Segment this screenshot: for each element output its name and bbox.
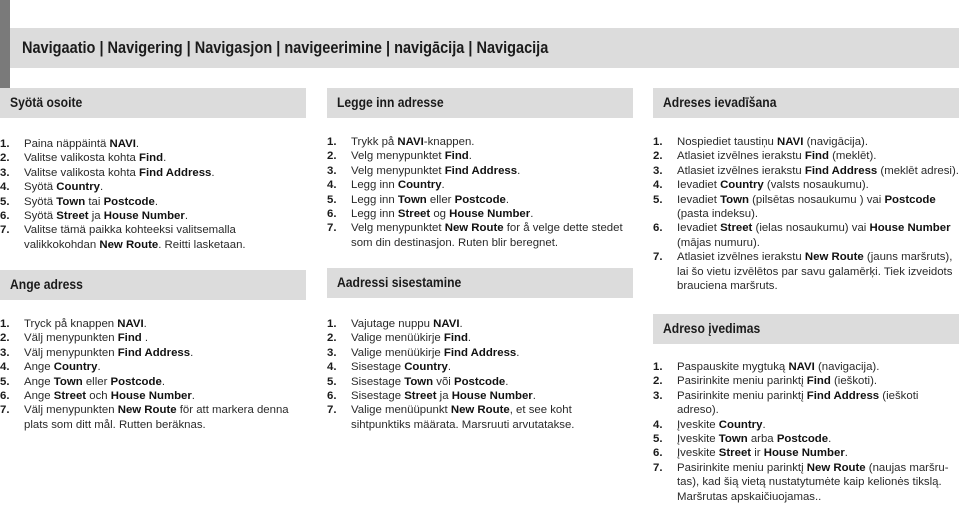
step-item bbox=[327, 360, 623, 374]
step-number: 3. bbox=[653, 164, 663, 177]
step-number: 7. bbox=[0, 224, 10, 237]
section-title-fi: Syötä osoite bbox=[10, 95, 83, 110]
step-keyword: Postcode bbox=[103, 195, 155, 208]
step-text bbox=[677, 194, 936, 220]
step-text-part: . bbox=[184, 210, 188, 223]
step-number: 5. bbox=[653, 193, 663, 206]
step-text bbox=[351, 347, 519, 359]
step-item bbox=[653, 374, 949, 388]
step-number: 5. bbox=[0, 195, 10, 208]
step-text-part: Ange bbox=[24, 390, 54, 403]
step-item bbox=[0, 360, 296, 374]
step-number: 7. bbox=[653, 251, 663, 264]
step-text bbox=[677, 222, 951, 248]
step-text-part: tai bbox=[85, 195, 104, 208]
step-keyword: NAVI bbox=[777, 136, 804, 148]
step-keyword: Country bbox=[718, 418, 763, 431]
step-text bbox=[24, 332, 148, 344]
step-text-part: või bbox=[433, 375, 454, 388]
step-text bbox=[351, 222, 623, 248]
step-text-part: Atlasiet izvēlnes ierakstu bbox=[677, 150, 805, 163]
step-text-part: . bbox=[505, 375, 509, 388]
step-number: 4. bbox=[653, 418, 663, 431]
step-keyword: NAVI bbox=[109, 138, 136, 150]
step-text bbox=[24, 318, 147, 330]
section-title-sv: Ange adress bbox=[10, 277, 83, 292]
step-number: 3. bbox=[0, 346, 10, 359]
step-text-part: Ange bbox=[24, 375, 54, 388]
step-text-part: og bbox=[430, 208, 450, 221]
step-keyword: Street bbox=[720, 222, 753, 235]
step-number: 5. bbox=[653, 433, 663, 446]
step-text bbox=[24, 376, 165, 388]
step-number: 7. bbox=[653, 461, 663, 474]
step-text-part: och bbox=[86, 390, 111, 403]
step-keyword: Find bbox=[139, 152, 164, 165]
step-text-part: (mājas numuru). bbox=[677, 236, 760, 249]
step-text-part: . bbox=[99, 181, 104, 194]
step-text-part: Pasirinkite meniu parinktį bbox=[677, 375, 807, 388]
step-text-part: (valsts nosaukumu). bbox=[763, 179, 869, 192]
step-text bbox=[24, 210, 188, 222]
step-number: 2. bbox=[327, 150, 337, 163]
step-item bbox=[653, 360, 949, 374]
step-keyword: Town bbox=[718, 433, 748, 446]
step-text-part: Trykk på bbox=[351, 136, 398, 148]
steps-list-lv bbox=[653, 135, 959, 293]
step-number: 2. bbox=[0, 152, 10, 165]
steps-list-lt bbox=[653, 360, 949, 504]
step-text-part: . bbox=[467, 332, 472, 345]
step-text-part: . bbox=[762, 418, 766, 431]
step-keyword: House Number bbox=[449, 208, 531, 221]
step-text bbox=[677, 179, 869, 191]
step-keyword: Street bbox=[397, 208, 431, 221]
step-keyword: New Route bbox=[806, 461, 866, 474]
step-text-part: . bbox=[141, 332, 149, 345]
step-text-part: Välj menypunkten bbox=[24, 332, 118, 345]
step-item bbox=[327, 164, 631, 178]
step-text bbox=[24, 390, 195, 402]
step-text bbox=[677, 390, 918, 416]
step-item bbox=[327, 193, 631, 207]
step-text bbox=[351, 150, 472, 162]
step-text-part: Ange bbox=[24, 361, 54, 374]
step-keyword: New Route bbox=[444, 222, 504, 235]
step-text-part: ja bbox=[436, 390, 452, 403]
step-item bbox=[327, 178, 631, 192]
step-text bbox=[677, 165, 959, 177]
step-keyword: Find Address bbox=[139, 166, 212, 179]
step-text bbox=[24, 224, 246, 250]
step-text-part: (ielas nosaukumu) vai bbox=[752, 222, 870, 235]
step-text-part: . bbox=[161, 375, 165, 388]
step-text-part: Valitse valikosta kohta bbox=[24, 152, 140, 165]
step-keyword: New Route bbox=[117, 404, 177, 417]
step-text bbox=[677, 419, 766, 431]
step-text bbox=[677, 150, 876, 162]
step-text bbox=[351, 361, 451, 373]
step-text-part: eller bbox=[426, 193, 455, 206]
step-keyword: NAVI bbox=[397, 136, 424, 148]
step-text-part: Legg inn bbox=[351, 193, 398, 206]
step-text-part: Sisestage bbox=[351, 361, 405, 374]
step-item bbox=[0, 403, 296, 432]
step-item bbox=[0, 317, 296, 331]
step-keyword: Postcode bbox=[110, 375, 162, 388]
step-text-part: Valige menüüpunkt bbox=[351, 404, 451, 417]
step-item bbox=[327, 135, 631, 149]
step-item bbox=[653, 389, 949, 418]
step-keyword: Country bbox=[53, 361, 98, 374]
step-keyword: Find bbox=[806, 375, 831, 388]
step-text bbox=[351, 194, 509, 206]
steps-list-et bbox=[327, 317, 623, 432]
step-keyword: Postcode bbox=[454, 193, 506, 206]
step-text-part: (navigacija). bbox=[814, 361, 880, 373]
step-text-part: . bbox=[447, 361, 452, 374]
step-text-part: (ieškoti adreso). bbox=[677, 389, 919, 417]
step-text bbox=[24, 361, 101, 373]
step-item bbox=[0, 209, 296, 223]
step-text-part: . bbox=[211, 166, 215, 179]
step-text-part: . bbox=[135, 138, 140, 150]
section-header-lv bbox=[653, 88, 959, 118]
step-text-part: . bbox=[532, 390, 536, 403]
step-item bbox=[653, 461, 949, 504]
step-text-part: . bbox=[163, 152, 167, 165]
step-number: 5. bbox=[0, 375, 10, 388]
step-keyword: Find bbox=[443, 332, 468, 345]
step-text-part: Ievadiet bbox=[677, 179, 721, 192]
step-keyword: Street bbox=[404, 390, 437, 403]
step-number: 1. bbox=[653, 136, 663, 148]
step-text-part: . bbox=[191, 390, 195, 403]
step-text bbox=[351, 165, 520, 177]
step-item bbox=[0, 151, 296, 165]
step-number: 3. bbox=[653, 389, 663, 402]
step-text-part: arba bbox=[747, 433, 777, 446]
step-text-part: Sisestage bbox=[351, 390, 405, 403]
step-text-part: (jauns maršruts), lai šo vietu izvēlētos par savu galamērķi. Tiek izveidots brauciena maršruts. bbox=[677, 251, 953, 293]
step-text bbox=[24, 167, 215, 179]
step-keyword: Town bbox=[720, 193, 749, 206]
step-text-part: . bbox=[97, 361, 101, 374]
step-text-part: Įveskite bbox=[677, 433, 719, 446]
step-item bbox=[0, 389, 296, 403]
section-header-lt bbox=[653, 314, 959, 344]
step-text-part: (pilsētas nosaukumu ) vai bbox=[748, 193, 885, 206]
step-text-part: för att markera denna plats som ditt mål. Rutten beräknas. bbox=[24, 404, 289, 431]
step-item bbox=[653, 149, 959, 163]
section-title-lt: Adreso įvedimas bbox=[663, 321, 761, 336]
step-text-part: Sisestage bbox=[351, 375, 405, 388]
step-number: 1. bbox=[0, 138, 10, 150]
step-text bbox=[677, 447, 848, 459]
sidebar-accent-bar bbox=[0, 0, 10, 96]
step-item bbox=[653, 250, 959, 293]
step-item bbox=[327, 207, 631, 221]
section-header-no bbox=[327, 88, 633, 118]
step-text bbox=[24, 138, 139, 150]
step-item bbox=[0, 166, 296, 180]
step-keyword: House Number bbox=[110, 390, 192, 403]
step-number: 4. bbox=[327, 361, 337, 374]
step-number: 5. bbox=[327, 193, 337, 206]
step-keyword: Find bbox=[804, 150, 829, 163]
step-text bbox=[351, 136, 474, 148]
step-keyword: New Route bbox=[804, 251, 864, 264]
step-text bbox=[351, 179, 445, 191]
step-keyword: Town bbox=[56, 195, 86, 208]
step-text-part: Pasirinkite meniu parinktį bbox=[677, 389, 807, 402]
step-keyword: Country bbox=[397, 179, 442, 192]
steps-list-fi bbox=[0, 137, 296, 252]
step-text-part: . bbox=[154, 195, 159, 208]
step-number: 6. bbox=[653, 447, 663, 460]
step-text-part: Syötä bbox=[24, 210, 57, 223]
step-text-part: . bbox=[828, 433, 832, 446]
step-text-part: Paina näppäintä bbox=[24, 138, 110, 150]
step-item bbox=[327, 346, 623, 360]
step-item bbox=[0, 331, 296, 345]
step-text-part: (meklēt). bbox=[828, 150, 877, 163]
step-text bbox=[24, 404, 289, 430]
step-item bbox=[653, 178, 959, 192]
step-text bbox=[677, 433, 831, 445]
step-item bbox=[327, 389, 623, 403]
step-number: 4. bbox=[653, 179, 663, 192]
step-keyword: Street bbox=[718, 447, 752, 460]
step-text-part: . bbox=[844, 447, 848, 460]
section-title-lv: Adreses ievadīšana bbox=[663, 95, 777, 110]
step-text bbox=[24, 347, 193, 359]
step-text-part: Syötä bbox=[24, 181, 57, 194]
step-number: 7. bbox=[0, 404, 10, 417]
step-keyword: Postcode bbox=[884, 193, 936, 206]
step-text-part: ir bbox=[751, 447, 764, 460]
step-text bbox=[677, 361, 879, 373]
step-number: 7. bbox=[327, 222, 337, 235]
step-text-part: Syötä bbox=[24, 195, 57, 208]
steps-list-sv bbox=[0, 317, 296, 432]
step-text-part: , et see koht sihtpunktiks määrata. Marsruuti arvutatakse. bbox=[351, 404, 575, 431]
step-item bbox=[653, 221, 959, 250]
step-text-part: -knappen. bbox=[423, 136, 475, 148]
step-item bbox=[0, 346, 296, 360]
step-text-part: Atlasiet izvēlnes ierakstu bbox=[677, 251, 805, 264]
step-item bbox=[653, 418, 949, 432]
step-number: 1. bbox=[0, 318, 10, 330]
step-number: 6. bbox=[0, 210, 10, 223]
step-keyword: Find bbox=[117, 332, 142, 345]
step-number: 6. bbox=[327, 390, 337, 403]
section-header-et bbox=[327, 268, 633, 298]
step-keyword: New Route bbox=[99, 238, 159, 251]
step-text-part: . bbox=[517, 164, 521, 177]
step-text-part: Valige menüükirje bbox=[351, 332, 444, 345]
step-keyword: Country bbox=[404, 361, 448, 374]
step-text-part: Įveskite bbox=[677, 447, 719, 460]
step-keyword: House Number bbox=[869, 222, 951, 235]
step-text-part: eller bbox=[82, 375, 111, 388]
step-number: 1. bbox=[327, 318, 337, 330]
step-item bbox=[653, 432, 949, 446]
step-text-part: (ieškoti). bbox=[830, 375, 878, 388]
step-keyword: NAVI bbox=[788, 361, 815, 373]
step-keyword: Country bbox=[56, 181, 100, 194]
step-text bbox=[677, 462, 949, 503]
step-keyword: Street bbox=[53, 390, 87, 403]
step-item bbox=[327, 317, 623, 331]
step-text-part: . bbox=[530, 208, 534, 221]
step-item bbox=[327, 221, 631, 250]
step-keyword: House Number bbox=[103, 210, 185, 223]
step-text-part: . Reitti lasketaan. bbox=[158, 238, 246, 251]
step-text bbox=[351, 332, 471, 344]
step-keyword: Find Address bbox=[444, 164, 518, 177]
step-number: 2. bbox=[0, 332, 10, 345]
step-text-part: Velg menypunktet bbox=[351, 164, 445, 177]
step-keyword: New Route bbox=[450, 404, 510, 417]
step-text bbox=[24, 181, 103, 193]
step-text-part: ja bbox=[88, 210, 104, 223]
step-text-part: Pasirinkite meniu parinktį bbox=[677, 461, 807, 474]
step-number: 4. bbox=[0, 181, 10, 194]
step-text bbox=[677, 375, 877, 387]
step-keyword: Find bbox=[444, 150, 469, 163]
step-text-part: for å velge dette stedet som din destinasjon. Ruten blir beregnet. bbox=[351, 222, 623, 249]
step-text bbox=[351, 208, 533, 220]
step-text bbox=[351, 404, 574, 430]
step-keyword: Town bbox=[404, 375, 434, 388]
step-text-part: Valitse tämä paikka kohteeksi valitsemalla valikkokohdan bbox=[24, 224, 236, 251]
step-keyword: Town bbox=[397, 193, 427, 206]
step-item bbox=[0, 180, 296, 194]
section-header-sv bbox=[0, 270, 306, 300]
step-item bbox=[653, 193, 959, 222]
step-text-part: Velg menypunktet bbox=[351, 222, 445, 235]
step-number: 3. bbox=[327, 164, 337, 177]
step-text-part: (naujas maršru-tas), kad šią vietą nustatytumėte kaip kelionės tikslą. Maršrutas apskaičiuojamas.. bbox=[677, 461, 949, 503]
step-keyword: Find Address bbox=[806, 389, 880, 402]
step-number: 1. bbox=[327, 136, 337, 148]
step-text-part: Paspauskite mygtuką bbox=[677, 361, 789, 373]
step-text bbox=[24, 196, 158, 208]
step-keyword: NAVI bbox=[433, 318, 460, 330]
step-item bbox=[0, 375, 296, 389]
step-text-part: . bbox=[468, 150, 472, 163]
section-title-no: Legge inn adresse bbox=[337, 95, 444, 110]
step-keyword: Postcode bbox=[776, 433, 829, 446]
step-text-part: . bbox=[505, 193, 510, 206]
step-keyword: Country bbox=[720, 179, 764, 192]
step-text-part: Legg inn bbox=[351, 208, 398, 221]
step-keyword: NAVI bbox=[117, 318, 144, 330]
step-text-part: Tryck på knappen bbox=[24, 318, 118, 330]
step-number: 7. bbox=[327, 404, 337, 417]
step-keyword: Street bbox=[56, 210, 89, 223]
step-text bbox=[677, 251, 952, 292]
step-text-part: Vajutage nuppu bbox=[351, 318, 434, 330]
step-text-part: Ievadiet bbox=[677, 193, 721, 206]
step-text-part: (pasta indeksu). bbox=[677, 208, 759, 221]
steps-list-no bbox=[327, 135, 631, 250]
step-text-part: (meklēt adresi). bbox=[877, 164, 959, 177]
step-number: 3. bbox=[327, 346, 337, 359]
step-number: 1. bbox=[653, 361, 663, 373]
page-title: Navigaatio | Navigering | Navigasjon | navigeerimine | navigācija | Navigacija bbox=[22, 39, 549, 57]
step-text-part: Valige menüükirje bbox=[351, 346, 444, 359]
step-text-part: Nospiediet taustiņu bbox=[677, 136, 778, 148]
step-item bbox=[0, 223, 296, 252]
step-item bbox=[653, 164, 959, 178]
step-text-part: Välj menypunkten bbox=[24, 404, 118, 417]
step-text-part: . bbox=[516, 346, 520, 359]
step-number: 2. bbox=[653, 150, 663, 163]
step-keyword: Find Address bbox=[117, 346, 191, 359]
section-header-fi bbox=[0, 88, 306, 118]
step-number: 2. bbox=[653, 375, 663, 388]
section-title-et: Aadressi sisestamine bbox=[337, 275, 462, 290]
step-text bbox=[351, 318, 463, 330]
step-number: 5. bbox=[327, 375, 337, 388]
step-keyword: Find Address bbox=[443, 346, 517, 359]
step-text bbox=[351, 390, 536, 402]
step-item bbox=[327, 403, 623, 432]
step-keyword: Postcode bbox=[453, 375, 506, 388]
step-item bbox=[653, 135, 959, 149]
step-number: 6. bbox=[653, 222, 663, 235]
step-text-part: (navigācija). bbox=[803, 136, 868, 148]
step-number: 3. bbox=[0, 166, 10, 179]
step-text bbox=[677, 136, 868, 148]
step-number: 4. bbox=[0, 361, 10, 374]
step-text-part: . bbox=[459, 318, 463, 330]
step-item bbox=[327, 375, 623, 389]
step-item bbox=[0, 137, 296, 151]
step-number: 6. bbox=[327, 208, 337, 221]
step-text-part: . bbox=[143, 318, 147, 330]
step-keyword: Town bbox=[53, 375, 83, 388]
step-keyword: Find Address bbox=[804, 164, 878, 177]
page-title-bar bbox=[10, 28, 959, 68]
step-item bbox=[653, 446, 949, 460]
step-number: 6. bbox=[0, 390, 10, 403]
step-number: 2. bbox=[327, 332, 337, 345]
step-text-part: Valitse valikosta kohta bbox=[24, 166, 140, 179]
step-keyword: House Number bbox=[451, 390, 533, 403]
step-text-part: Velg menypunktet bbox=[351, 150, 445, 163]
step-text bbox=[351, 376, 508, 388]
step-item bbox=[0, 195, 296, 209]
step-number: 4. bbox=[327, 179, 337, 192]
step-text-part: . bbox=[441, 179, 445, 192]
step-item bbox=[327, 331, 623, 345]
step-text bbox=[24, 152, 166, 164]
step-text-part: Ievadiet bbox=[677, 222, 721, 235]
step-text-part: Atlasiet izvēlnes ierakstu bbox=[677, 164, 805, 177]
step-text-part: Legg inn bbox=[351, 179, 398, 192]
step-item bbox=[327, 149, 631, 163]
step-text-part: Välj menypunkten bbox=[24, 346, 118, 359]
step-keyword: House Number bbox=[763, 447, 845, 460]
step-text-part: Įveskite bbox=[677, 418, 719, 431]
step-text-part: . bbox=[190, 346, 194, 359]
